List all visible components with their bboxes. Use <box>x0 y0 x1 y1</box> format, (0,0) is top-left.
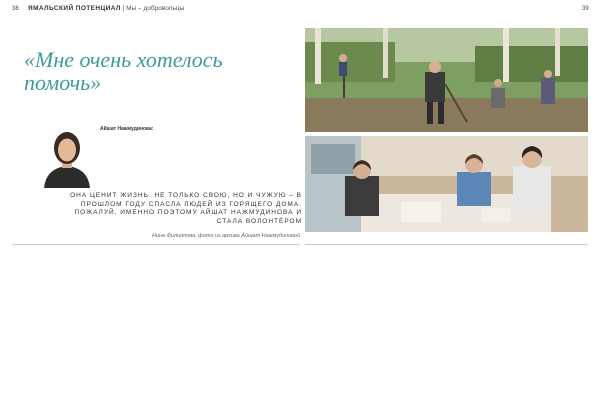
divider-right <box>305 244 588 245</box>
volunteers-outdoor-photo <box>305 28 588 132</box>
body-column <box>496 268 588 403</box>
running-header <box>28 5 184 12</box>
divider-left <box>12 244 300 245</box>
author-credit: Нина Филиппова, фото из архива Айшат Нажмудиновой <box>151 233 300 239</box>
right-page-number: 39 <box>582 6 589 12</box>
portrait-photo <box>36 124 98 188</box>
body-column <box>302 268 394 403</box>
magazine-title: ЯМАЛЬСКИЙ ПОТЕНЦИАЛ <box>28 5 121 12</box>
pull-quote <box>100 126 295 133</box>
body-column <box>208 268 300 403</box>
article-title: «Мне очень хотелось помочь» <box>24 47 223 95</box>
volunteers-indoor-photo <box>305 136 588 232</box>
body-column <box>400 268 492 403</box>
section-name: | Мы – добровольцы <box>122 5 185 12</box>
body-column <box>110 268 202 403</box>
left-page-number: 38 <box>12 6 19 12</box>
quote-author: Айшат Нажмудинова: <box>100 126 154 132</box>
body-column <box>12 268 104 403</box>
lead-paragraph: ОНА ЦЕНИТ ЖИЗНЬ. НЕ ТОЛЬКО СВОЮ, НО И ЧУЖУЮ – В ПРОШЛОМ ГОДУ СПАСЛА ЛЮДЕЙ ИЗ ГОРЯЩЕГО ДОМА. ПОЖАЛУЙ, ИМЕННО ПОЭТОМУ АЙШАТ НАЖМУДИНОВА И СТАЛА ВОЛОНТЁРОМ <box>70 192 302 225</box>
